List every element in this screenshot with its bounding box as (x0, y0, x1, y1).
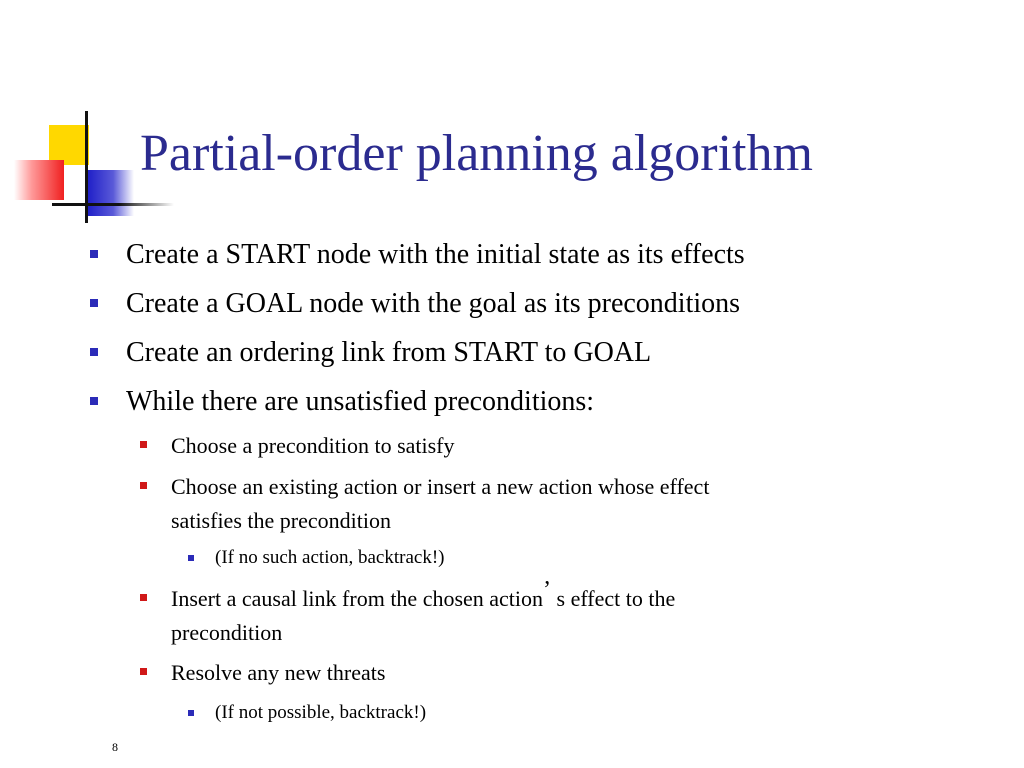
sub-bullet-text-continued: precondition (171, 620, 283, 645)
square-bullet-icon (188, 555, 194, 561)
bullet-text: Create a START node with the initial state as its effects (126, 239, 745, 270)
sub-sub-bullet-text: (If no such action, backtrack!) (215, 547, 445, 568)
bullet-text: Create a GOAL node with the goal as its preconditions (126, 288, 741, 319)
bullet-item (126, 286, 740, 322)
bullet-text: While there are unsatisfied preconditions: (126, 386, 595, 417)
square-bullet-icon (188, 710, 194, 716)
bullet-item (126, 335, 651, 371)
logo-vertical-line (85, 111, 88, 223)
slide-number: 8 (112, 740, 118, 754)
sub-bullet-text: Resolve any new threats (171, 660, 386, 685)
bullet-text: Create an ordering link from START to GOAL (126, 337, 652, 368)
logo-yellow-square (49, 125, 89, 165)
square-bullet-icon (90, 299, 98, 307)
sub-bullet-item (171, 470, 709, 538)
sub-bullet-item (171, 577, 676, 650)
square-bullet-icon (140, 441, 147, 448)
square-bullet-icon (140, 482, 147, 489)
sub-sub-bullet-item (215, 699, 426, 727)
sub-bullet-text: Insert a causal link from the chosen action (171, 586, 544, 611)
sub-bullet-item (171, 429, 455, 463)
sub-bullet-text: Choose a precondition to satisfy (171, 433, 455, 458)
sub-bullet-text: Choose an existing action or insert a new action whose effect (171, 474, 710, 499)
bullet-item (126, 237, 745, 273)
sub-bullet-text-tail: s effect to the (556, 586, 676, 611)
sub-bullet-text-continued: satisfies the precondition (171, 508, 391, 533)
logo-red-square (14, 160, 64, 200)
apostrophe-glyph: ’ (543, 577, 552, 603)
sub-sub-bullet-item (215, 544, 444, 572)
slide-logo-decoration (0, 0, 140, 240)
square-bullet-icon (140, 594, 147, 601)
slide-title: Partial-order planning algorithm (140, 125, 813, 182)
bullet-item (126, 384, 594, 420)
sub-bullet-item (171, 656, 385, 690)
sub-sub-bullet-text: (If not possible, backtrack!) (215, 702, 427, 723)
square-bullet-icon (90, 397, 98, 405)
square-bullet-icon (90, 348, 98, 356)
square-bullet-icon (90, 250, 98, 258)
logo-blue-square (88, 170, 134, 216)
square-bullet-icon (140, 668, 147, 675)
logo-horizontal-line (52, 203, 174, 206)
